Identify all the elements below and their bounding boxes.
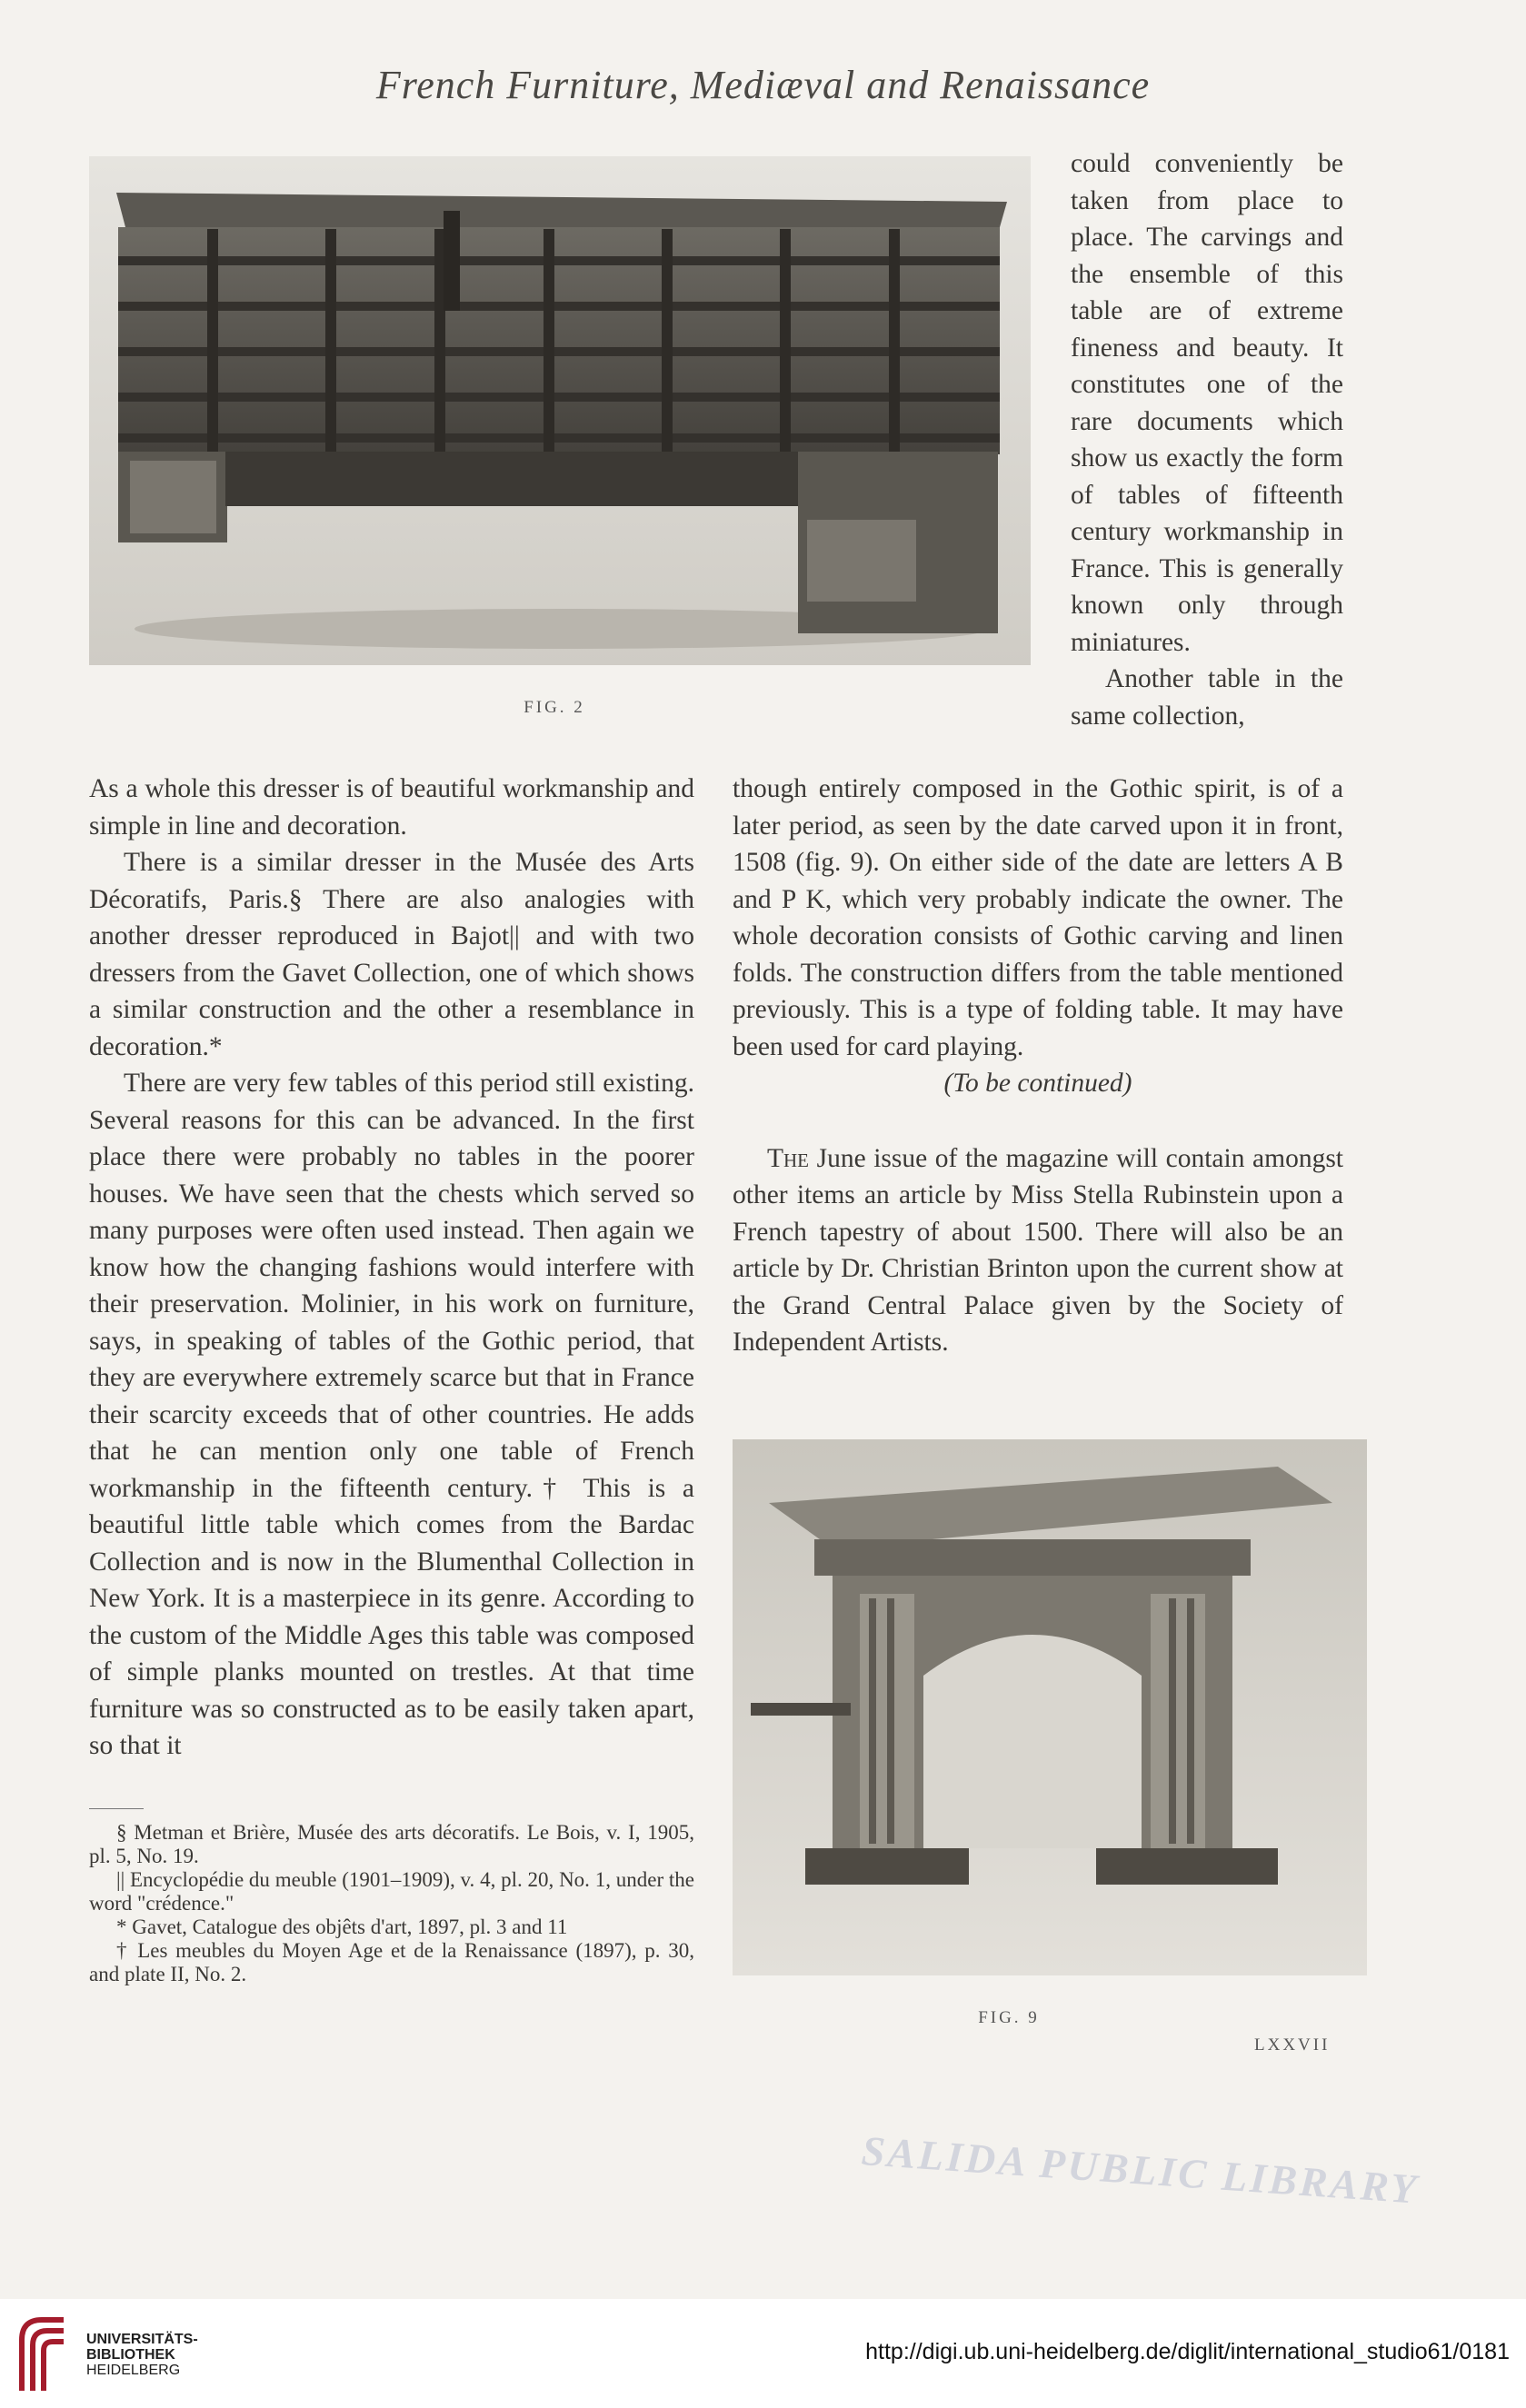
to-be-continued: (To be continued) — [943, 1069, 1132, 1098]
left-column — [89, 771, 694, 1765]
library-logo-icon — [16, 2313, 69, 2394]
paragraph: There is a similar dresser in the Musée des Arts Décoratifs, Paris.§ There are also analogies with another dresser reproduced in Bajot|| and with two dressers from the Gavet Collection, one of which shows a similar construction and the other a resemblance in decoration.* — [89, 848, 694, 1061]
footnotes — [89, 1821, 694, 1986]
footnote-rule — [89, 1808, 144, 1809]
paragraph: Another table in the same collection, — [1071, 664, 1343, 731]
paragraph: As a whole this dresser is of beautiful workmanship and simple in line and decoration. — [89, 774, 694, 841]
paragraph: could conveniently be taken from place to place. The carvings and the ensemble of this table are of extreme fineness and beauty. It constitutes one of the rare documents which show us exactly the form of tables of fifteenth century workmanship in France. This is generally known only through miniatures. — [1071, 149, 1343, 657]
notice-text: June issue of the magazine will contain amongst other items an article by Miss Stella Rubinstein upon a French tapestry of about 1500. There will also be an article by Dr. Christian Brinton upon the current show at the Grand Central Palace given by the Society of Independent Artists. — [733, 1143, 1343, 1357]
page-folio: LXXVII — [1254, 2035, 1331, 2055]
footnote: || Encyclopédie du meuble (1901–1909), v. 4, pl. 20, No. 1, under the word "crédence." — [89, 1868, 694, 1915]
figure-2-photo — [89, 156, 1031, 665]
footnote: § Metman et Brière, Musée des arts décoratifs. Le Bois, v. I, 1905, pl. 5, No. 19. — [89, 1821, 694, 1867]
right-column — [733, 771, 1343, 1361]
source-url-link[interactable]: http://digi.ub.uni-heidelberg.de/diglit/international_studio61/0181 — [865, 2339, 1510, 2364]
folding-table-illustration — [733, 1439, 1367, 1975]
notice-paragraph — [733, 1140, 1343, 1361]
library-logo-text — [86, 2332, 198, 2378]
library-stamp: SALIDA PUBLIC LIBRARY — [860, 2126, 1421, 2213]
dresser-illustration — [89, 156, 1031, 665]
logo-line: HEIDELBERG — [86, 2363, 181, 2378]
right-narrow-column — [1071, 145, 1343, 734]
footnote: * Gavet, Catalogue des objêts d'art, 1897, pl. 3 and 11 — [116, 1915, 568, 1938]
figure-2-caption: FIG. 2 — [524, 698, 585, 717]
logo-line: UNIVERSITÄTS- — [86, 2332, 198, 2347]
logo-line: BIBLIOTHEK — [86, 2347, 175, 2363]
notice-lead: The — [767, 1143, 810, 1173]
figure-9-caption: FIG. 9 — [978, 2008, 1040, 2027]
running-head: French Furniture, Mediæval and Renaissance — [375, 63, 1151, 107]
paragraph: though entirely composed in the Gothic spirit, is of a later period, as seen by the date carved upon it in front, 1508 (fig. 9). On either side of the date are letters A B and P K, which very probably indicate the owner. The whole decoration consists of Gothic carving and linen folds. The construction differs from the table mentioned previously. This is a type of folding table. It may have been used for card playing. — [733, 774, 1343, 1061]
paragraph: There are very few tables of this period still existing. Several reasons for this can be advanced. In the first place there were probably no tables in the poorer houses. We have seen that the chests which served so many purposes were often used instead. Then again we know how the changing fashions would interfere with their preservation. Molinier, in his work on furniture, says, in speaking of tables of the Gothic period, that they are everywhere extremely scarce but that in France their scarcity exceeds that of other countries. He adds that he can mention only one table of French workmanship in the fifteenth century.† This is a beautiful little table which comes from the Bardac Collection and is now in the Blumenthal Collection in New York. It is a masterpiece in its genre. According to the custom of the Middle Ages this table was composed of simple planks mounted on trestles. At that time furniture was so constructed as to be easily taken apart, so that it — [89, 1069, 694, 1760]
footnote: † Les meubles du Moyen Age et de la Renaissance (1897), p. 30, and plate II, No. 2. — [89, 1939, 694, 1985]
figure-9-photo — [733, 1439, 1367, 1975]
